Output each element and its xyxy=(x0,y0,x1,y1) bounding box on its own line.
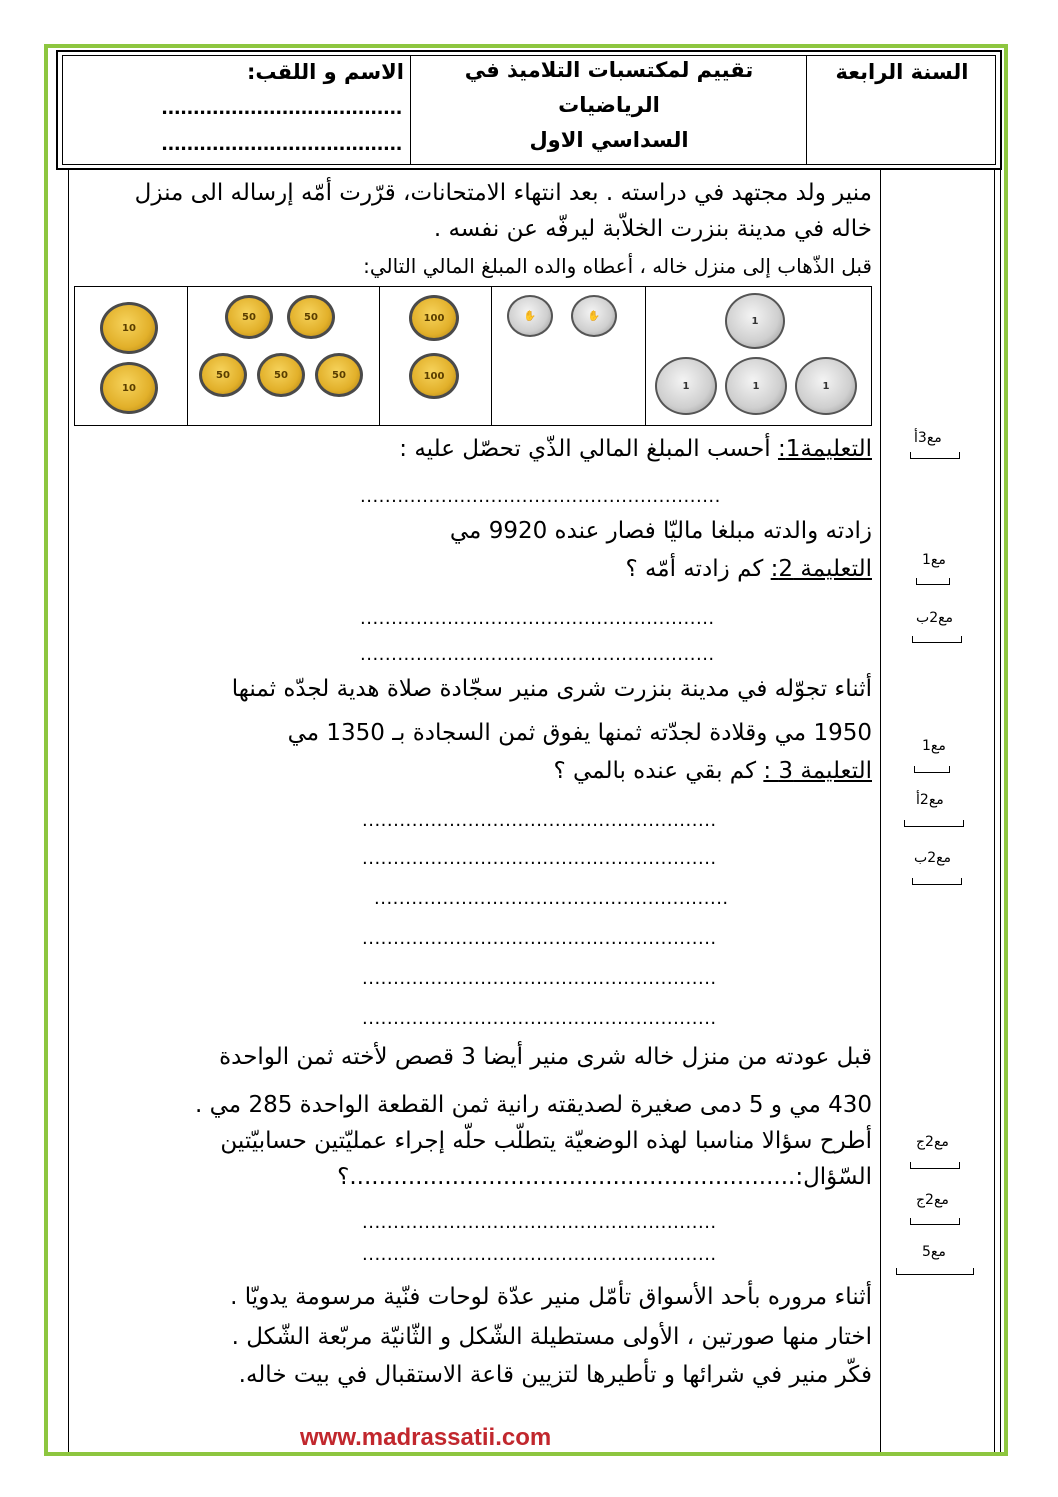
content-right-border xyxy=(994,170,995,1452)
criterion-m1: مع1 xyxy=(922,738,946,754)
answer-line[interactable]: ......................................................... xyxy=(362,848,717,869)
score-box[interactable] xyxy=(910,1162,960,1169)
criterion-m1: مع1 xyxy=(922,552,946,568)
question-4-line-2: 430 مي و 5 دمى صغيرة لصديقته رانية ثمن القطعة الواحدة 285 مي . xyxy=(195,1092,872,1118)
question-1: التعليمة1: أحسب المبلغ المالي الذّي تحصّل عليه : xyxy=(399,436,872,462)
coin-1: 1 xyxy=(725,357,787,415)
coin-1: 1 xyxy=(795,357,857,415)
coin-50: 50 xyxy=(315,353,363,397)
score-box[interactable] xyxy=(910,452,960,459)
content-left-border xyxy=(68,170,69,1452)
answer-line[interactable]: ......................................................... xyxy=(362,1244,717,1265)
question-3: التعليمة 3 : كم بقي عنده بالمي ؟ xyxy=(553,758,872,784)
criterion-m2j: مع2ج xyxy=(916,1192,949,1208)
grade-label: السنة الرابعة xyxy=(835,60,969,84)
answer-line[interactable]: ......................................................... xyxy=(362,1008,717,1029)
name-dots-2: ...................................... xyxy=(161,134,402,155)
score-box[interactable] xyxy=(912,636,962,643)
coin-50: 50 xyxy=(199,353,247,397)
criterion-m2j: مع2ج xyxy=(916,1134,949,1150)
coin-1: 1 xyxy=(725,293,785,349)
intro-line-2: خاله في مدينة بنزرت الخلاّبة ليرفّه عن نفسه . xyxy=(433,216,872,242)
coin-10: 10 xyxy=(100,362,158,414)
answer-line[interactable]: ......................................................... xyxy=(362,1212,717,1233)
title-line-1: تقييم لمكتسبات التلاميذ في xyxy=(464,58,754,82)
coin-1: 1 xyxy=(655,357,717,415)
criterion-m2b: مع2ب xyxy=(916,610,954,626)
header-divider xyxy=(806,55,807,165)
score-box[interactable] xyxy=(914,766,950,773)
coin-hand: ✋ xyxy=(507,295,553,337)
name-label: الاسم و اللقب: xyxy=(246,60,404,84)
coin-100: 100 xyxy=(409,295,459,341)
intro-line-3: قبل الذّهاب إلى منزل خاله ، أعطاه والده المبلغ المالي التالي: xyxy=(363,254,872,278)
answer-line[interactable]: ......................................................... xyxy=(360,644,715,665)
score-box[interactable] xyxy=(912,878,962,885)
name-dots-1: ...................................... xyxy=(161,98,402,119)
score-box[interactable] xyxy=(904,820,964,827)
criterion-m3a: مع3أ xyxy=(914,430,942,446)
answer-line[interactable]: ......................................................... xyxy=(360,608,715,629)
footer-url[interactable]: www.madrassatii.com xyxy=(300,1424,552,1451)
score-box[interactable] xyxy=(896,1268,974,1275)
answer-line[interactable]: .......................................................... xyxy=(360,486,721,507)
coin-50: 50 xyxy=(287,295,335,339)
answer-line[interactable]: ......................................................... xyxy=(374,888,729,909)
question-2: التعليمة 2: كم زادته أمّه ؟ xyxy=(625,556,872,582)
question-3-intro-1: أثناء تجوّله في مدينة بنزرت شرى منير سجّادة صلاة هدية لجدّه ثمنها xyxy=(231,676,872,702)
question-5-line-1: أثناء مروره بأحد الأسواق تأمّل منير عدّة لوحات فنّية مرسومة يدويّا . xyxy=(230,1284,872,1310)
coin-50: 50 xyxy=(257,353,305,397)
coin-50: 50 xyxy=(225,295,273,339)
answer-line[interactable]: ......................................................... xyxy=(362,810,717,831)
question-2-intro: زادته والدته مبلغا ماليّا فصار عنده 9920 مي xyxy=(449,518,872,544)
content-divider xyxy=(880,170,881,1452)
criterion-m2b: مع2ب xyxy=(914,850,952,866)
coin-hand: ✋ xyxy=(571,295,617,337)
question-5-line-2: اختار منها صورتين ، الأولى مستطيلة الشّكل و الثّانيّة مربّعة الشّكل . xyxy=(231,1324,872,1350)
title-line-2: الرياضيات xyxy=(558,93,660,117)
criterion-m5: مع5 xyxy=(922,1244,946,1260)
question-4-answer[interactable]: السّؤال:.............................................................؟ xyxy=(337,1164,872,1190)
question-5-line-3: فكّر منير في شرائها و تأطيرها لتزيين قاعة الاستقبال في بيت خاله. xyxy=(238,1362,872,1388)
question-4-line-3: أطرح سؤالا مناسبا لهذه الوضعيّة يتطلّب حلّه إجراء عمليّتين حسابيّتين xyxy=(220,1128,872,1154)
answer-line[interactable]: ......................................................... xyxy=(362,928,717,949)
title-line-3: السداسي الاول xyxy=(529,128,689,152)
header-divider xyxy=(410,55,411,165)
coin-100: 100 xyxy=(409,353,459,399)
intro-line-1: منير ولد مجتهد في دراسته . بعد انتهاء الامتحانات، قرّرت أمّه إرساله الى منزل xyxy=(134,180,872,206)
answer-line[interactable]: ......................................................... xyxy=(362,968,717,989)
criterion-m2a: مع2أ xyxy=(916,792,944,808)
coins-table xyxy=(74,286,872,426)
coin-10: 10 xyxy=(100,302,158,354)
question-3-intro-2: 1950 مي وقلادة لجدّته ثمنها يفوق ثمن السجادة بـ 1350 مي xyxy=(287,720,872,746)
score-box[interactable] xyxy=(916,578,950,585)
content-right-border xyxy=(1000,170,1001,1452)
score-box[interactable] xyxy=(910,1218,960,1225)
question-4-line-1: قبل عودته من منزل خاله شرى منير أيضا 3 قصص لأخته ثمن الواحدة xyxy=(219,1044,872,1070)
